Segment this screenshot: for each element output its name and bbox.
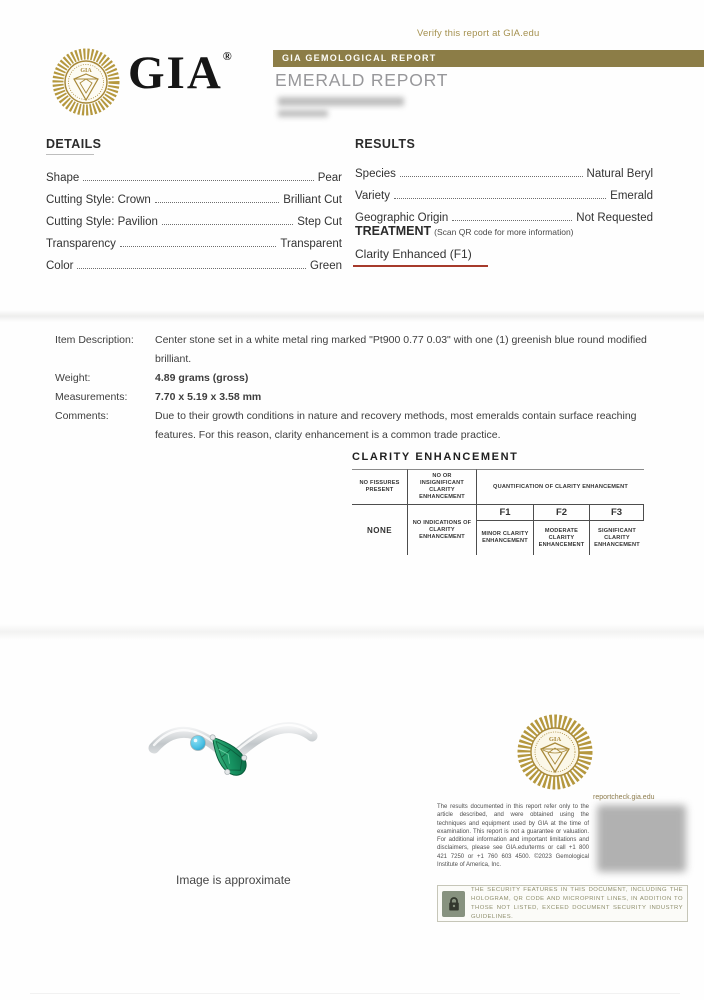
item-label: Weight: xyxy=(55,372,91,384)
clarity-enhancement-section xyxy=(352,451,644,555)
clarity-grade-f1-desc: MINOR CLARITY ENHANCEMENT xyxy=(481,531,529,544)
treatment-heading xyxy=(355,224,653,238)
report-header-bar-title: GIA GEMOLOGICAL REPORT xyxy=(282,53,437,63)
gia-wordmark xyxy=(128,46,232,100)
details-row-color xyxy=(46,250,342,272)
row-label: Shape xyxy=(46,172,80,184)
item-value: Center stone set in a white metal ring marked "Pt900 0.77 0.03" with one (1) greenish blue round modified brilliant. xyxy=(155,334,647,365)
row-label: Transparency xyxy=(46,238,116,250)
gia-wordmark-text: GIA xyxy=(128,47,223,99)
security-features-strip xyxy=(437,885,688,922)
item-value: 4.89 grams (gross) xyxy=(155,372,249,384)
row-value: Transparent xyxy=(280,238,342,250)
bottom-scan-line xyxy=(30,993,680,994)
redacted-qr-code xyxy=(597,805,686,872)
row-label: Cutting Style: Pavilion xyxy=(46,216,158,228)
results-row-species xyxy=(355,158,653,180)
clarity-quant-header: QUANTIFICATION OF CLARITY ENHANCEMENT xyxy=(477,469,644,505)
clarity-heading: CLARITY ENHANCEMENT xyxy=(352,451,519,463)
row-label: Species xyxy=(355,168,396,180)
dot-leader xyxy=(400,176,583,177)
details-row-transparency xyxy=(46,228,342,250)
row-value: Pear xyxy=(317,172,342,184)
row-label: Variety xyxy=(355,190,390,202)
item-row-measurements xyxy=(55,388,655,407)
gia-gold-seal-icon xyxy=(512,709,598,800)
details-row-pavilion xyxy=(46,206,342,228)
row-value: Not Requested xyxy=(576,212,653,224)
row-value: Brilliant Cut xyxy=(283,194,342,206)
row-value: Green xyxy=(310,260,342,272)
item-label: Item Description: xyxy=(55,334,134,346)
svg-text:GIA: GIA xyxy=(80,68,92,74)
results-row-origin xyxy=(355,202,653,224)
row-value: Natural Beryl xyxy=(586,168,653,180)
details-section xyxy=(46,137,342,272)
gia-logo-seal-icon xyxy=(47,43,125,126)
results-heading: RESULTS xyxy=(355,137,416,151)
dot-leader xyxy=(394,198,606,199)
report-title: EMERALD REPORT xyxy=(275,70,449,90)
item-label: Measurements: xyxy=(55,391,128,403)
clarity-grade-f2-desc: MODERATE CLARITY ENHANCEMENT xyxy=(533,521,589,555)
row-label: Color xyxy=(46,260,74,272)
disclaimer-text: The results documented in this report refer only to the article described, and were obtained using the techniques and equipment used by GIA at the time of examination. This report is not a guarantee or valuation. For additional information and important limitations and disclaimers, please see GIA.edu/terms or call +1 800 421 7250 or +1 760 603 4500. ©2023 Gemological Institute of America, Inc. xyxy=(437,804,589,869)
item-row-comments xyxy=(55,407,655,445)
details-row-shape xyxy=(46,162,342,184)
clarity-col1-header: NO FISSURES PRESENT xyxy=(352,469,407,505)
redacted-report-number xyxy=(278,97,404,106)
treatment-heading-text: TREATMENT xyxy=(355,224,432,238)
row-label: Cutting Style: Crown xyxy=(46,194,151,206)
section-divider-shading xyxy=(0,624,704,640)
dot-leader xyxy=(452,220,572,221)
details-row-crown xyxy=(46,184,342,206)
redacted-report-date xyxy=(278,110,328,117)
dot-leader xyxy=(155,202,279,203)
details-heading: DETAILS xyxy=(46,137,102,151)
lock-icon xyxy=(442,891,465,917)
reportcheck-url: reportcheck.gia.edu xyxy=(593,794,655,801)
item-row-weight xyxy=(55,369,655,388)
dot-leader xyxy=(162,224,293,225)
treatment-heading-note: (Scan QR code for more information) xyxy=(434,227,574,237)
ring-photo xyxy=(138,696,328,809)
dot-leader xyxy=(77,268,306,269)
clarity-grade-f3: F3 xyxy=(589,505,644,521)
item-value: Due to their growth conditions in nature and recovery methods, most emeralds contain surface reaching features. For this reason, clarity enhancement is a common trade practice. xyxy=(155,410,637,441)
treatment-section xyxy=(355,224,653,267)
photo-caption: Image is approximate xyxy=(176,873,291,887)
row-value: Emerald xyxy=(610,190,653,202)
clarity-grade-f2: F2 xyxy=(533,505,589,521)
dot-leader xyxy=(83,180,313,181)
registered-mark: ® xyxy=(222,49,232,63)
verify-report-text: Verify this report at GIA.edu xyxy=(417,28,540,39)
item-value: 7.70 x 5.19 x 3.58 mm xyxy=(155,391,262,403)
report-header-bar xyxy=(273,50,704,67)
dot-leader xyxy=(120,246,277,247)
clarity-grade-f1: F1 xyxy=(477,505,533,521)
results-section xyxy=(355,137,653,224)
item-row-description xyxy=(55,331,655,369)
row-label: Geographic Origin xyxy=(355,212,449,224)
clarity-col2-value: NO INDICATIONS OF CLARITY ENHANCEMENT xyxy=(407,505,477,555)
treatment-value: Clarity Enhanced (F1) xyxy=(353,247,488,267)
item-description-block xyxy=(55,331,655,445)
row-value: Step Cut xyxy=(297,216,342,228)
clarity-table xyxy=(352,469,644,555)
clarity-grade-f3-desc: SIGNIFICANT CLARITY ENHANCEMENT xyxy=(589,521,644,555)
clarity-col2-header: NO OR INSIGNIFICANT CLARITY ENHANCEMENT xyxy=(407,469,477,505)
section-divider-shading xyxy=(0,310,704,322)
item-label: Comments: xyxy=(55,410,109,422)
security-features-text: THE SECURITY FEATURES IN THIS DOCUMENT, INCLUDING THE HOLOGRAM, QR CODE AND MICROPRINT LINES, IN ADDITION TO THOSE NOT LISTED, EXCEED DOCUMENT SECURITY INDUSTRY GUIDELINES. xyxy=(471,886,683,920)
results-row-variety xyxy=(355,180,653,202)
clarity-col1-value: NONE xyxy=(366,525,393,535)
svg-text:GIA: GIA xyxy=(548,736,562,743)
details-heading-underline xyxy=(46,154,94,155)
